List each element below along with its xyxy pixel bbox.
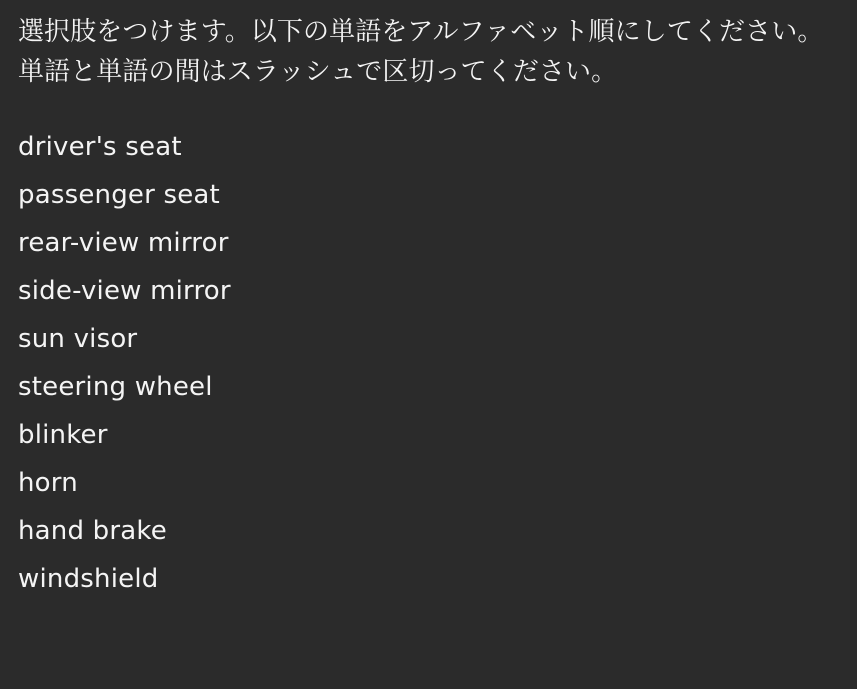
text-spacer [18, 93, 839, 123]
list-item: passenger seat [18, 179, 220, 210]
list-item: hand brake [18, 515, 167, 546]
list-item: side-view mirror [18, 275, 231, 306]
list-item: windshield [18, 563, 159, 594]
list-item: horn [18, 467, 78, 498]
list-item: rear-view mirror [18, 227, 229, 258]
list-item: sun visor [18, 323, 138, 354]
instruction-text: 選択肢をつけます。以下の単語をアルファベット順にしてください。単語と単語の間はスラッシュで区切ってください。 [18, 17, 824, 88]
list-item: steering wheel [18, 371, 213, 402]
word-list [18, 123, 839, 603]
list-item: blinker [18, 419, 108, 450]
list-item: driver's seat [18, 131, 182, 162]
